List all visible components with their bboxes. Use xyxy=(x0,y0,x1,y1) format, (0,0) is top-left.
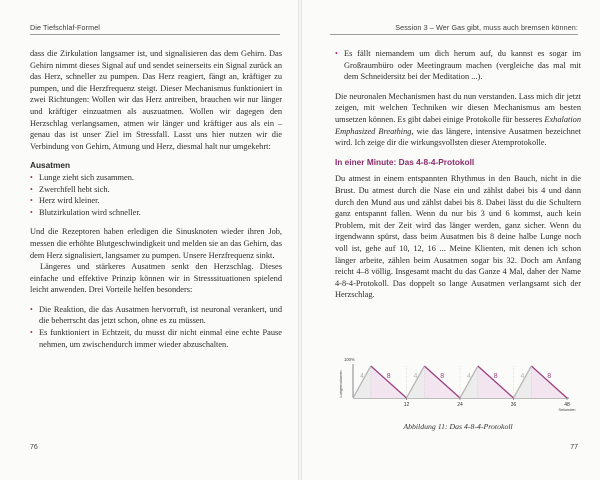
y-axis-label: Lungenvolumen xyxy=(339,370,343,398)
paragraph: Längeres und stärkeres Ausatmen senkt den Herzschlag. Dieses einfache und effektive Prinzip können wir in Stresssituationen spielend leicht anwenden. Drei Vorteile helfen besonders: xyxy=(30,262,282,295)
x-axis-label: Sekunden xyxy=(558,408,576,412)
x-tick-label: 12 xyxy=(403,402,410,408)
segment-label: 8 xyxy=(440,373,445,380)
bullet-icon: • xyxy=(30,304,33,314)
paragraph: Du atmest in einem entspannten Rhythmus in den Bauch, nicht in die Brust. Du atmest durch die Nase ein und zählst dabei bis 4 und dann durch den Mund aus und zählst dabei bis 8. Dabei lässt du die Schultern ganz entspannt fallen. Wenn du nur bis 3 und 6 kommst, auch kein Problem, mit der Zeit wird das länger werden, ganz sicher. Wenn du irgendwann spürst, dass beim Ausatmen bis 8 deine halbe Lunge noch voll ist, gehe auf 10, 12, 16 ... Meine Klienten, mit denen ich schon länger arbeite, zählen beim Ausatmen sogar bis 32. Doch am Anfang reicht 4–8 völlig. Insgesamt macht du das Ganze 4 Mal, daher der Name 4-8-4-Protokoll. Das doppelt so lange Ausatmen verlangsamt sich der Herzschlag. xyxy=(335,174,581,300)
segment-label: 8 xyxy=(493,373,498,380)
bullet-icon: • xyxy=(30,172,33,182)
x-tick-label: 36 xyxy=(510,402,517,408)
y-max-label: 100% xyxy=(344,357,355,362)
segment-label: 4 xyxy=(466,373,471,380)
continued-list xyxy=(335,48,581,83)
paragraph: Die neuronalen Mechanismen hast du nun verstanden. Lass mich dir jetzt zeigen, mit welchen Techniken wir diesen Mechanismus am besten umsetzen können. Es gibt dabei einige Protokolle für besseres Exhalation Emphasized Breathing, wie das längere, intensive Ausatmen bezeichnet wird. Ich zeige dir die wirkungsvollsten dieser Atemprotokolle. xyxy=(335,91,581,148)
segment-label: 8 xyxy=(386,373,391,380)
list-item: • Die Reaktion, die das Ausatmen hervorruft, ist neuronal verankert, und die beherrscht das jetzt schon, ohne es zu müssen. xyxy=(30,304,282,326)
list-item: • Es fällt niemandem um dich herum auf, du kannst es sogar im Großraumbüro oder Meetingraum machen (vergleiche das mal mit dem Schneidersitz bei der Meditation ...). xyxy=(335,49,581,82)
bullet-icon: • xyxy=(30,328,33,338)
header-rule xyxy=(330,34,578,35)
section-subheading: In einer Minute: Das 4-8-4-Protokoll xyxy=(335,156,475,167)
list-item: • Zwerchfell hebt sich. xyxy=(30,184,110,194)
bullet-icon: • xyxy=(30,196,33,206)
left-body-text xyxy=(30,48,282,350)
right-body-text xyxy=(335,48,581,301)
page-number: 76 xyxy=(30,444,38,451)
right-page xyxy=(302,0,600,480)
segment-label: 8 xyxy=(547,373,552,380)
paragraph: dass die Zirkulation langsamer ist, und signalisieren das dem Gehirn. Das Gehirn nimmt dieses Signal auf und sendet seinerseits ein Signal zurück an das Herz, schneller zu pumpen. Das Herz reagiert, fängt an, kräftiger zu pumpen, und die Herzfrequenz steigt. Dieser Mechanismus funktioniert in zwei Richtungen: Wollen wir das Herz antreiben, brauchen wir nur länger und kräftiger einzuatmen als auszuatmen. Wollen wir dagegen den Herzschlag verlangsamen, atmen wir länger und kräftiger aus als ein – genau das ist unser Ziel im Stressfall. Lasst uns hier nutzen wir die Verbindung von Gehirn, Atmung und Herz, diesmal halt nur umgekehrt: xyxy=(30,49,282,151)
list-item: • Es funktioniert in Echtzeit, du musst dir nicht einmal eine echte Pause nehmen, um zwischendurch immer wieder abzuschalten. xyxy=(30,328,282,349)
advantages-list xyxy=(30,304,282,350)
ausatmen-heading: Ausatmen xyxy=(30,160,71,171)
x-tick-label: 48 xyxy=(564,402,570,408)
x-tick-label: 24 xyxy=(457,402,463,408)
bullet-icon: • xyxy=(335,49,338,58)
breathing-chart xyxy=(335,354,581,414)
chart-svg xyxy=(335,354,581,414)
segment-label: 4 xyxy=(359,373,364,380)
header-rule xyxy=(30,34,280,35)
page-number: 77 xyxy=(570,444,578,451)
running-header: Session 3 – Wer Gas gibt, muss auch bremsen können: xyxy=(395,23,578,32)
ausatmen-list xyxy=(30,172,282,218)
bullet-icon: • xyxy=(30,207,33,217)
left-page xyxy=(0,0,298,480)
list-item: • Herz wird kleiner. xyxy=(30,196,100,206)
segment-label: 4 xyxy=(520,373,525,380)
running-header: Die Tiefschlaf-Formel xyxy=(30,23,100,32)
figure-caption: Abbildung 11: Das 4-8-4-Protokoll xyxy=(403,422,513,431)
list-item: • Blutzirkulation wird schneller. xyxy=(30,207,141,217)
list-item: • Lunge zieht sich zusammen. xyxy=(30,172,134,182)
paragraph: Und die Rezeptoren haben erledigen die Sinusknoten wieder ihren Job, messen die erhöhte Blutgeschwindigkeit und melden sie an das Gehirn, das dem Herz signalisiert, langsamer zu pumpen. Unsere Herzfrequenz sinkt. xyxy=(30,227,282,260)
segment-label: 4 xyxy=(413,373,418,380)
bullet-icon: • xyxy=(30,184,33,194)
